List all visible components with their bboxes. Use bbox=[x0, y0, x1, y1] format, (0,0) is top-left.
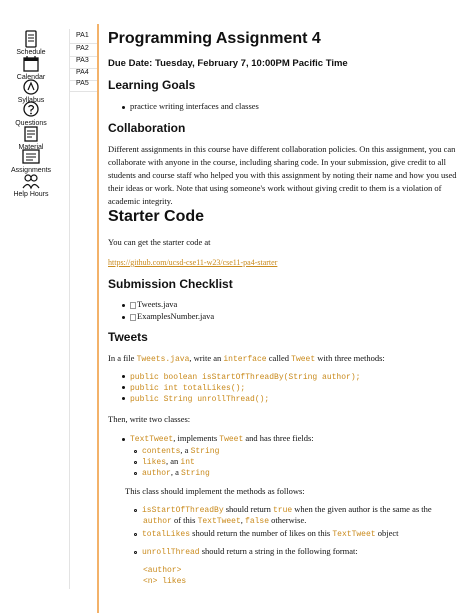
method-name: unrollThread bbox=[142, 548, 200, 557]
accent-rule bbox=[97, 24, 99, 613]
tweets-intro bbox=[108, 353, 385, 364]
text: object bbox=[375, 528, 399, 538]
code-value: true bbox=[272, 506, 293, 515]
bullet bbox=[122, 397, 125, 400]
text: In a file bbox=[108, 353, 137, 363]
class-methods-text: This class should implement the methods as follows: bbox=[125, 486, 305, 496]
text: , a bbox=[170, 467, 181, 477]
left-nav bbox=[0, 0, 62, 613]
field-item bbox=[134, 445, 219, 456]
then-text: Then, write two classes: bbox=[108, 414, 191, 424]
nav-label: Syllabus bbox=[17, 97, 45, 104]
text: should return bbox=[223, 504, 273, 514]
text: of this bbox=[171, 515, 198, 525]
method-item bbox=[134, 546, 358, 557]
nav-label: Help Hours bbox=[13, 191, 49, 198]
text: , write an bbox=[189, 353, 224, 363]
bullet bbox=[134, 472, 137, 475]
tab-pa3[interactable]: PA3 bbox=[76, 57, 89, 64]
list-item bbox=[122, 101, 259, 111]
field-name: likes bbox=[142, 458, 167, 467]
tweets-heading: Tweets bbox=[108, 330, 148, 344]
list-item bbox=[122, 373, 360, 382]
page-title: Programming Assignment 4 bbox=[108, 30, 321, 47]
collaboration-heading: Collaboration bbox=[108, 121, 186, 135]
starter-link[interactable] bbox=[108, 256, 458, 269]
nav-label: Questions bbox=[15, 120, 47, 127]
tab-pa5[interactable]: PA5 bbox=[76, 80, 89, 87]
bullet bbox=[122, 304, 125, 307]
divider bbox=[70, 91, 98, 92]
interface-method: public int totalLikes(); bbox=[130, 384, 246, 393]
bullet bbox=[122, 106, 125, 109]
code-name: Tweet bbox=[291, 355, 316, 364]
checkbox-icon[interactable] bbox=[130, 314, 136, 321]
field-type: String bbox=[190, 447, 220, 456]
code-name: Tweet bbox=[219, 435, 244, 444]
material-icon bbox=[21, 124, 41, 144]
field-item bbox=[134, 467, 210, 478]
checklist-heading: Submission Checklist bbox=[108, 277, 233, 291]
bullet bbox=[134, 533, 137, 536]
bullet bbox=[134, 461, 137, 464]
schedule-icon bbox=[21, 29, 41, 49]
calendar-icon bbox=[21, 54, 41, 74]
format-line: <n> likes bbox=[143, 577, 187, 586]
field-name: contents bbox=[142, 447, 181, 456]
starter-text: You can get the starter code at bbox=[108, 237, 211, 247]
text: called bbox=[266, 353, 292, 363]
field-type: String bbox=[180, 469, 210, 478]
method-name: totalLikes bbox=[142, 530, 191, 539]
text: , implements bbox=[173, 433, 220, 443]
nav-schedule[interactable] bbox=[0, 29, 62, 57]
pa-tab-list bbox=[69, 29, 99, 589]
list-item bbox=[122, 299, 177, 309]
text: and has three fields: bbox=[243, 433, 314, 443]
code-name: TextTweet bbox=[332, 530, 376, 539]
text: otherwise. bbox=[269, 515, 307, 525]
list-item bbox=[122, 311, 214, 321]
starter-link-text[interactable]: https://github.com/ucsd-cse11-w23/cse11-pa4-starter bbox=[108, 258, 278, 267]
list-item bbox=[122, 433, 314, 444]
collaboration-text: Different assignments in this course have different collaboration policies. On this assignment, you can collaborate with anyone in the course, including sharing code. In your submission, give credit to all students and course staff who helped you with this assignment by noting their name and how you used their ideas or work. Note that using someone's work without giving credit to them is a violation of academic integrity. bbox=[108, 144, 457, 206]
list-item bbox=[122, 395, 269, 404]
nav-label: Material bbox=[18, 144, 44, 151]
checklist-item-text: Tweets.java bbox=[137, 299, 178, 309]
nav-label: Schedule bbox=[16, 49, 46, 56]
questions-icon bbox=[21, 100, 41, 120]
nav-help-hours[interactable] bbox=[0, 171, 62, 199]
tab-pa1[interactable]: PA1 bbox=[76, 32, 89, 39]
field-type: int bbox=[180, 458, 195, 467]
checkbox-icon[interactable] bbox=[130, 302, 136, 309]
text: , a bbox=[180, 445, 191, 455]
nav-label: Calendar bbox=[16, 74, 46, 81]
interface-method: public boolean isStartOfThreadBy(String author); bbox=[130, 373, 361, 382]
bullet bbox=[122, 386, 125, 389]
tab-pa4[interactable]: PA4 bbox=[76, 69, 89, 76]
code-name: TextTweet bbox=[130, 435, 174, 444]
checklist-item-text: ExamplesNumber.java bbox=[137, 311, 215, 321]
field-name: author bbox=[143, 517, 172, 526]
bullet bbox=[134, 551, 137, 554]
method-item bbox=[134, 528, 399, 539]
syllabus-icon bbox=[21, 77, 41, 97]
code-name: TextTweet bbox=[197, 517, 241, 526]
text: , bbox=[240, 515, 246, 525]
text: , an bbox=[166, 456, 181, 466]
code-keyword: interface bbox=[223, 355, 267, 364]
divider bbox=[70, 43, 98, 44]
starter-heading: Starter Code bbox=[108, 208, 205, 225]
bullet bbox=[122, 375, 125, 378]
method-name: isStartOfThreadBy bbox=[142, 506, 224, 515]
list-item bbox=[122, 384, 245, 393]
text: with three methods: bbox=[315, 353, 385, 363]
bullet bbox=[122, 316, 125, 319]
learning-goals-heading: Learning Goals bbox=[108, 78, 196, 92]
bullet bbox=[134, 450, 137, 453]
due-date: Due Date: Tuesday, February 7, 10:00PM Pacific Time bbox=[108, 58, 348, 69]
bullet bbox=[134, 509, 137, 512]
code-value: false bbox=[245, 517, 270, 526]
code-filename: Tweets.java bbox=[136, 355, 190, 364]
interface-method: public String unrollThread(); bbox=[130, 395, 270, 404]
nav-label: Assignments bbox=[10, 167, 52, 174]
method-item bbox=[134, 504, 432, 515]
bullet bbox=[122, 438, 125, 441]
text: should return the number of likes on this bbox=[190, 528, 333, 538]
method-item-cont bbox=[143, 515, 306, 526]
field-name: author bbox=[142, 469, 171, 478]
text: should return a string in the following format: bbox=[199, 546, 358, 556]
help-hours-icon bbox=[21, 171, 41, 191]
learning-goal-text: practice writing interfaces and classes bbox=[130, 101, 259, 111]
field-item bbox=[134, 456, 195, 467]
assignments-icon bbox=[21, 147, 41, 167]
format-line: <author> bbox=[143, 566, 182, 575]
tab-pa2[interactable]: PA2 bbox=[76, 45, 89, 52]
text: when the given author is the same as the bbox=[292, 504, 432, 514]
